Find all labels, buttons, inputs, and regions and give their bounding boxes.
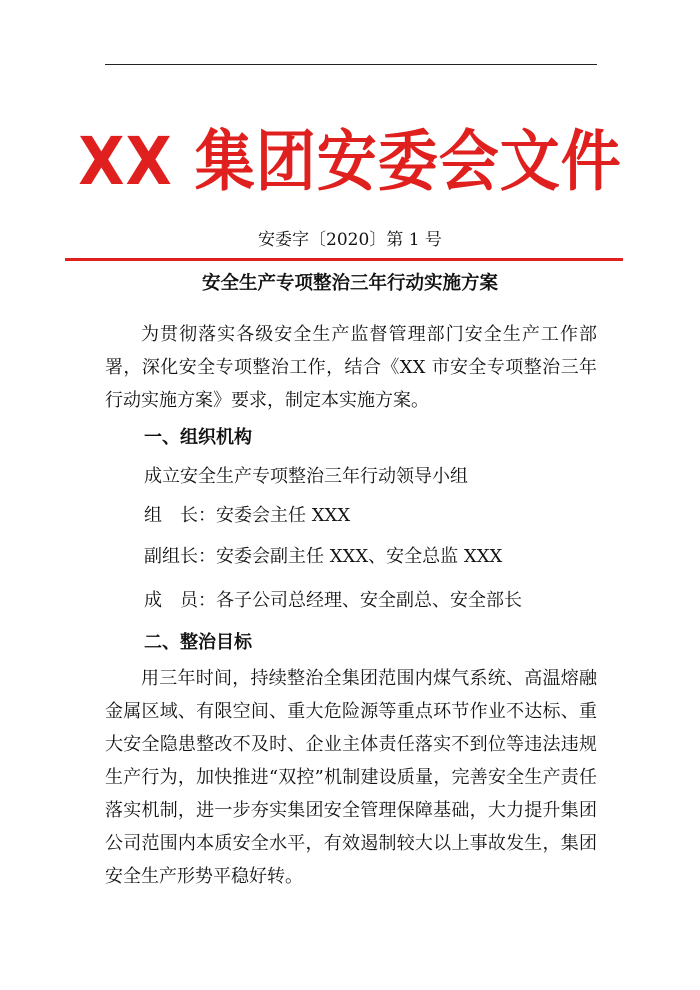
leader-line [144,501,350,531]
section2-paragraph: 用三年时间，持续整治全集团范围内煤气系统、高温熔融金属区域、有限空间、重大危险源等重点环节作业不达标、重大安全隐患整改不及时、企业主体责任落实不到位等违法违规生产行为，加快推进“双控”机制建设质量，完善安全生产责任落实机制，进一步夯实集团安全管理保障基础，大力提升集团公司范围内本质安全水平，有效遏制较大以上事故发生，集团安全生产形势平稳好转。 [105,668,597,887]
members-label: 成 员： [144,590,216,611]
org-intro-line: 成立安全生产专项整治三年行动领导小组 [144,466,468,487]
deputy-label: 副组长： [144,546,216,567]
section2-heading: 二、整治目标 [144,632,252,653]
document-title: 安全生产专项整治三年行动实施方案 [201,273,498,294]
deputy-line [144,542,502,572]
leader-value: 安委会主任 XXX [216,505,351,526]
red-divider [65,258,623,261]
section1-heading: 一、组织机构 [144,427,252,448]
members-line [144,586,522,616]
members-value: 各子公司总经理、安全副总、安全部长 [216,590,522,611]
leader-label: 组 长： [144,505,216,526]
deputy-value: 安委会副主任 XXX、安全总监 XXX [216,546,503,567]
top-divider [105,64,597,65]
intro-paragraph: 为贯彻落实各级安全生产监督管理部门安全生产工作部署，深化安全专项整治工作，结合《XX 市安全专项整治三年行动实施方案》要求，制定本实施方案。 [105,324,597,411]
document-header-title: XX 集团安委会文件 [78,123,622,201]
document-number: 安委字〔2020〕第 1 号 [258,230,442,250]
